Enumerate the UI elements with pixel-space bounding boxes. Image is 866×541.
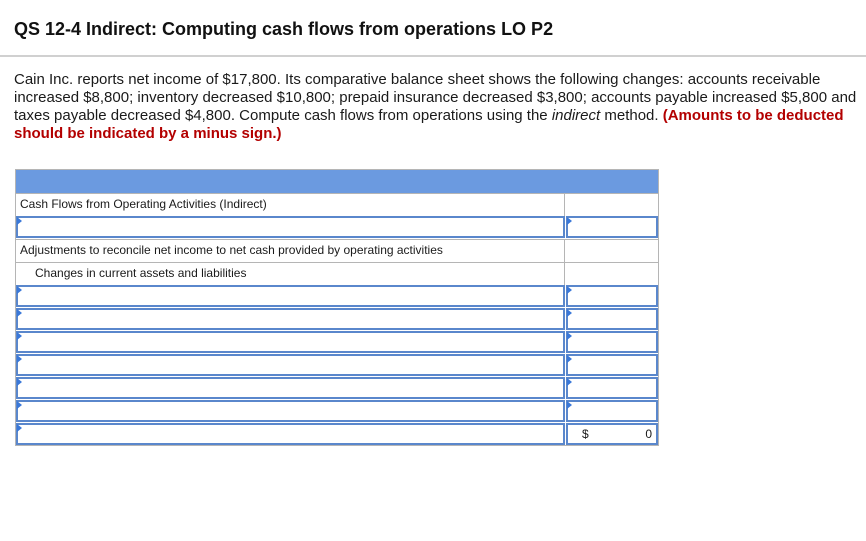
adjustment-input-row [16,308,658,330]
net-income-amount-input[interactable] [566,216,658,238]
dropdown-flag-icon [567,332,572,340]
question-title: QS 12-4 Indirect: Computing cash flows from operations LO P2 [14,19,554,39]
net-income-label-input[interactable] [16,216,565,238]
total-label-input[interactable] [16,423,565,445]
instruction-note: (Amounts to be deducted should be indicated by a minus sign.) [14,107,844,142]
adjustment-amount-input[interactable] [566,377,658,399]
dropdown-flag-icon [17,378,22,386]
table-title-amount-cell [566,194,658,216]
adjustment-input-row [16,331,658,353]
dropdown-flag-icon [17,286,22,294]
adjustment-label-input[interactable] [16,377,565,399]
currency-symbol: $ [582,427,589,441]
adjustments-amount-cell [566,240,658,262]
dropdown-flag-icon [17,217,22,225]
net-income-row [16,216,658,238]
table-title-label: Cash Flows from Operating Activities (Indirect) [16,194,565,216]
adjustment-input-row [16,400,658,422]
adjustment-label-input[interactable] [16,331,565,353]
total-value: 0 [645,427,652,441]
adjustment-label-input[interactable] [16,400,565,422]
table-header-bar [16,170,658,193]
dropdown-flag-icon [567,217,572,225]
dropdown-flag-icon [567,378,572,386]
changes-amount-cell [566,263,658,285]
adjustments-row [16,239,658,261]
problem-text-end: method. [600,107,663,124]
changes-label: Changes in current assets and liabilities [16,263,565,285]
dropdown-flag-icon [17,355,22,363]
changes-row [16,262,658,284]
dropdown-flag-icon [567,355,572,363]
problem-text: Cain Inc. reports net income of $17,800. Its comparative balance sheet shows the following changes: accounts receivable increased $8,800; inventory decreased $10,800; prepaid insurance decreased $3,800; accounts payable increased $5,800 and taxes payable decreased $4,800. Compute cash flows from operations using the [14,71,857,124]
problem-emphasis: indirect [551,107,601,124]
title-divider [0,55,866,57]
adjustment-amount-input[interactable] [566,331,658,353]
dropdown-flag-icon [17,332,22,340]
adjustments-label: Adjustments to reconcile net income to net cash provided by operating activities [16,240,565,262]
problem-statement [14,71,860,143]
dropdown-flag-icon [17,424,22,432]
adjustment-label-input[interactable] [16,285,565,307]
adjustment-amount-input[interactable] [566,354,658,376]
dropdown-flag-icon [567,401,572,409]
dropdown-flag-icon [567,286,572,294]
adjustment-input-row [16,354,658,376]
table-title-row [16,193,658,215]
adjustment-input-row [16,285,658,307]
adjustment-input-row [16,377,658,399]
adjustment-amount-input[interactable] [566,400,658,422]
adjustment-amount-input[interactable] [566,308,658,330]
adjustment-label-input[interactable] [16,354,565,376]
cash-flow-worksheet [15,169,659,446]
adjustment-label-input[interactable] [16,308,565,330]
adjustment-amount-input[interactable] [566,285,658,307]
dropdown-flag-icon [17,401,22,409]
total-row [16,423,658,445]
dropdown-flag-icon [567,309,572,317]
dropdown-flag-icon [17,309,22,317]
